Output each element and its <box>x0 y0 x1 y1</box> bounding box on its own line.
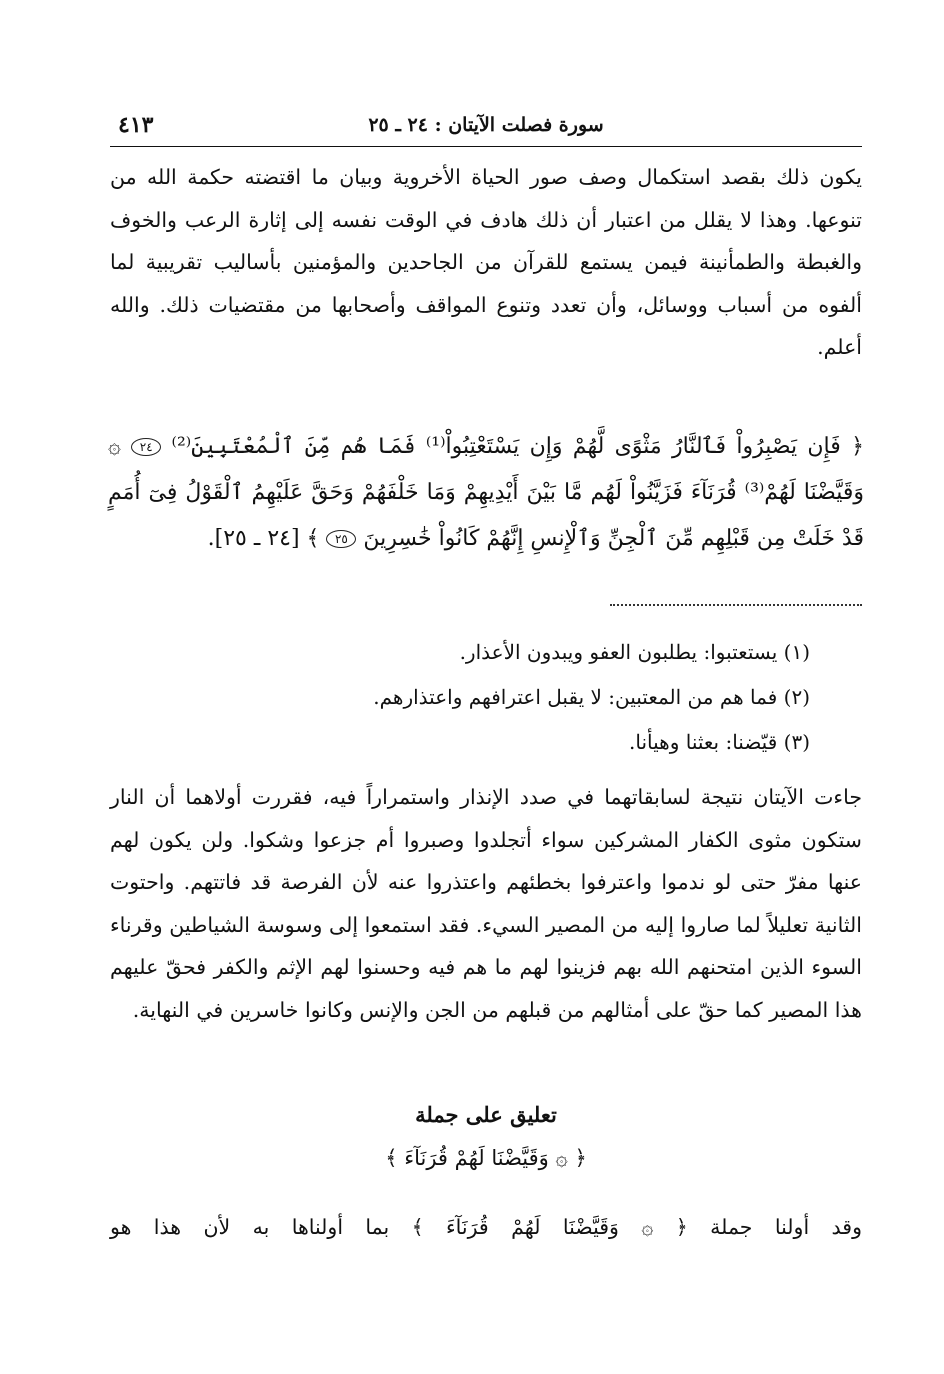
main-paragraph <box>110 776 862 1031</box>
verse-24-text: ﴿ فَإِن يَصْبِرُواْ فَٱلنَّارُ مَثْوًى لَّهُمْ وَإِن يَسْتَعْتِبُواْ⁽¹⁾ فَمَا هُم مِّنَ ٱلْمُعْتَبِينَ⁽²⁾ <box>171 434 864 459</box>
footnote-3: (٣) قيّضنا: بعثنا وهيأنا. <box>629 730 810 754</box>
verse-25-text: ۞ وَقَيَّضْنَا لَهُمْ⁽³⁾ قُرَنَآءَ فَزَيَّنُواْ لَهُم مَّا بَيْنَ أَيْدِيهِمْ وَمَا خَلْفَهُمْ وَحَقَّ عَلَيْهِمُ ٱلْقَوْلُ فِىٓ أُمَمٍ قَدْ خَلَتْ مِن قَبْلِهِم مِّنَ ٱلْجِنِّ وَٱلْإِنسِ إِنَّهُمْ كَانُواْ خَٰسِرِينَ <box>108 434 864 551</box>
verse-25-number: ٢٥ <box>326 530 356 548</box>
closing-line: وقد أولنا جملة ﴿ ۞ وَقَيَّضْنَا لَهُمْ قُرَنَآءَ ﴾ بما أولناها به لأن هذا هو <box>110 1215 862 1239</box>
intro-paragraph <box>110 156 862 369</box>
footnote-1: (١) يستعتبوا: يطلبون العفو ويبدون الأعذار. <box>459 640 810 664</box>
quran-verses <box>108 424 864 562</box>
surah-title: سورة فصلت الآيتان : ٢٤ ـ ٢٥ <box>368 114 604 136</box>
page-header <box>110 112 862 147</box>
verse-24-number: ٢٤ <box>131 438 161 456</box>
section-title: تعليق على جملة <box>415 1102 557 1127</box>
footnotes <box>110 630 810 765</box>
footnote-2: (٢) فما هم من المعتبين: لا يقبل اعترافهم واعتذارهم. <box>373 685 810 709</box>
main-paragraph-text: جاءت الآيتان نتيجة لسابقاتهما في صدد الإنذار واستمراراً فيه، فقررت أولاهما أن النار ستكون مثوى الكفار المشركين سواء أتجلدوا وصبروا أم جزعوا وشكوا. ولن يكون لهم عنها مفرّ حتى لو ندموا واعترفوا بخطئهم واعتذروا عنه لأن الفرصة قد فاتتهم. واحتوت الثانية تعليلاً لما صاروا إليه من المصير السيء. فقد استمعوا إلى وسوسة الشياطين وقرناء السوء الذين امتحنهم الله بهم فزينوا لهم ما هم فيه وحسنوا لهم الإثم والكفر فحقّ عليهم هذا المصير كما حقّ على أمثالهم من قبلهم من الجن والإنس وكانوا خاسرين في النهاية. <box>110 785 862 1022</box>
footnote-separator <box>610 604 862 606</box>
section-verse: ﴿ ۞ وَقَيَّضْنَا لَهُمْ قُرَنَآءَ ﴾ <box>385 1146 587 1170</box>
intro-paragraph-text: يكون ذلك بقصد استكمال وصف صور الحياة الأخروية وبيان ما اقتضته حكمة الله من تنوعها. وهذا لا يقلل من اعتبار أن ذلك هادف في الوقت نفسه إلى إثارة الرعب والخوف والغبطة والطمأنينة فيمن يستمع للقرآن من الجاحدين والمؤمنين بأساليب تقريبية لما ألفوه من أسباب ووسائل، وأن تعدد وتنوع المواقف وأصحابها من مقتضيات ذلك. والله أعلم. <box>110 165 862 359</box>
verse-reference: ﴾ [٢٤ ـ ٢٥]. <box>207 526 320 551</box>
page-number: ٤١٣ <box>118 112 154 138</box>
